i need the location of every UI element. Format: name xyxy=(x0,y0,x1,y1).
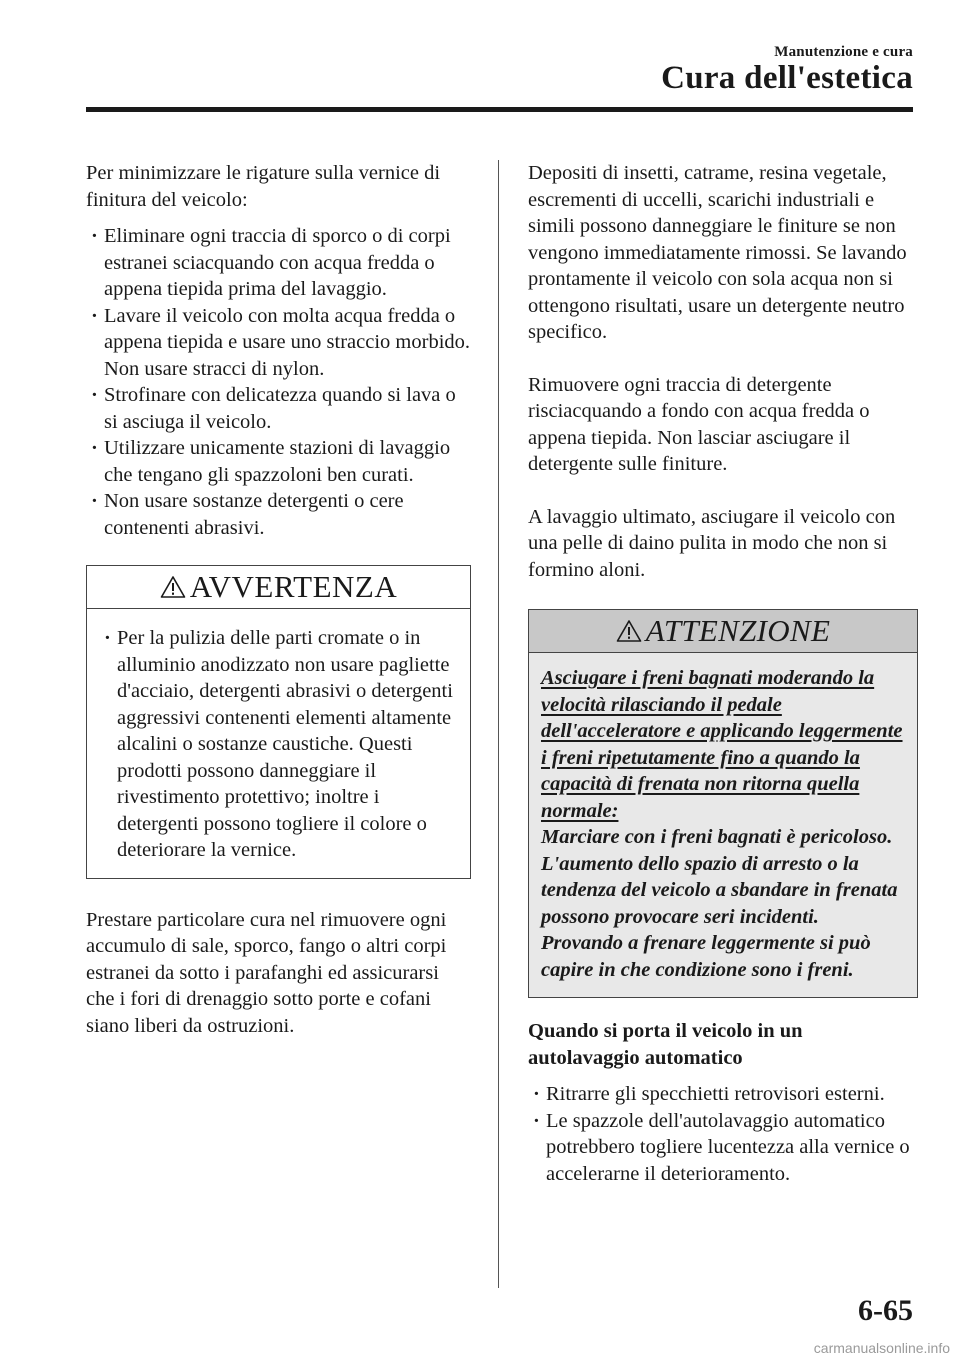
paragraph: Depositi di insetti, catrame, resina vegetale, escrementi di uccelli, scarichi industriali e simili possono danneggiare le finiture se non vengono immediatamente rimossi. Se lavando prontamente il veicolo con sola acqua non si ottengono risultati, usare un detergente neutro specifico. xyxy=(528,162,907,343)
car-wash-list xyxy=(528,1081,918,1187)
caution-body-text: Marciare con i freni bagnati è pericoloso. L'aumento dello spazio di arresto o la tendenza del veicolo a sbandare in frenata possono provocare seri incidenti. Provando a frenare leggermente si può capire in che condizione sono i freni. xyxy=(541,826,898,981)
warning-box xyxy=(86,565,471,879)
warning-box-body xyxy=(87,609,470,878)
header-section-label: Manutenzione e cura xyxy=(774,44,913,60)
warning-triangle-icon xyxy=(616,619,642,643)
left-column xyxy=(86,160,471,1039)
caution-underlined-text: Asciugare i freni bagnati moderando la velocità rilasciando il pedale dell'acceleratore e applicando leggermente i freni ripetutamente fino a quando la capacità di frenata non ritorna quella normale: xyxy=(541,667,903,822)
caution-box xyxy=(528,609,918,998)
paragraph: Rimuovere ogni traccia di detergente risciacquando a fondo con acqua fredda o appena tiepida. Non lasciar asciugare il detergente sulle finiture. xyxy=(528,373,870,475)
scratch-tips-list xyxy=(86,223,471,541)
right-column xyxy=(528,160,918,1187)
page-number: 6-65 xyxy=(858,1294,913,1327)
list-item: · Strofinare con delicatezza quando si lava o si asciuga il veicolo. xyxy=(86,382,471,435)
list-item: · Utilizzare unicamente stazioni di lavaggio che tengano gli spazzoloni ben curati. xyxy=(86,435,471,488)
warning-list xyxy=(99,625,458,864)
warning-box-title: AVVERTENZA xyxy=(189,568,398,604)
caution-box-body xyxy=(529,653,917,997)
warning-triangle-icon xyxy=(160,575,186,599)
subheading: Quando si porta il veicolo in un autolavaggio automatico xyxy=(528,1020,803,1069)
list-item: · Eliminare ogni traccia di sporco o di corpi estranei sciacquando con acqua fredda o appena tiepida prima del lavaggio. xyxy=(86,223,471,303)
closing-paragraph: Prestare particolare cura nel rimuovere ogni accumulo di sale, sporco, fango o altri corpi estranei da sotto i parafanghi ed assicurarsi che i fori di drenaggio sotto porte e cofani siano liberi da ostruzioni. xyxy=(86,908,447,1037)
caution-box-title: ATTENZIONE xyxy=(645,612,831,648)
list-item: · Le spazzole dell'autolavaggio automatico potrebbero togliere lucentezza alla vernice o accelerarne il deterioramento. xyxy=(528,1108,918,1188)
caution-box-header xyxy=(529,610,917,653)
warning-box-header xyxy=(87,566,470,609)
page-title: Cura dell'estetica xyxy=(661,60,913,96)
paragraph: A lavaggio ultimato, asciugare il veicolo con una pelle di daino pulita in modo che non si formino aloni. xyxy=(528,505,896,581)
list-item: · Lavare il veicolo con molta acqua fredda o appena tiepida e usare uno straccio morbido. Non usare stracci di nylon. xyxy=(86,303,471,383)
list-item: · Ritrarre gli specchietti retrovisori esterni. xyxy=(528,1081,918,1108)
intro-paragraph: Per minimizzare le rigature sulla vernice di finitura del veicolo: xyxy=(86,162,441,211)
list-item: · Per la pulizia delle parti cromate o in alluminio anodizzato non usare pagliette d'acciaio, detergenti abrasivi o detergenti aggressivi contenenti elementi altamente alcalini o sostanze caustiche. Questi prodotti possono danneggiare il rivestimento protettivo; inoltre i detergenti possono togliere il colore o deteriorare la vernice. xyxy=(99,625,458,864)
header-rule xyxy=(86,107,913,112)
column-divider xyxy=(498,160,499,1288)
watermark: carmanualsonline.info xyxy=(813,1340,950,1356)
list-item: · Non usare sostanze detergenti o cere contenenti abrasivi. xyxy=(86,488,471,541)
